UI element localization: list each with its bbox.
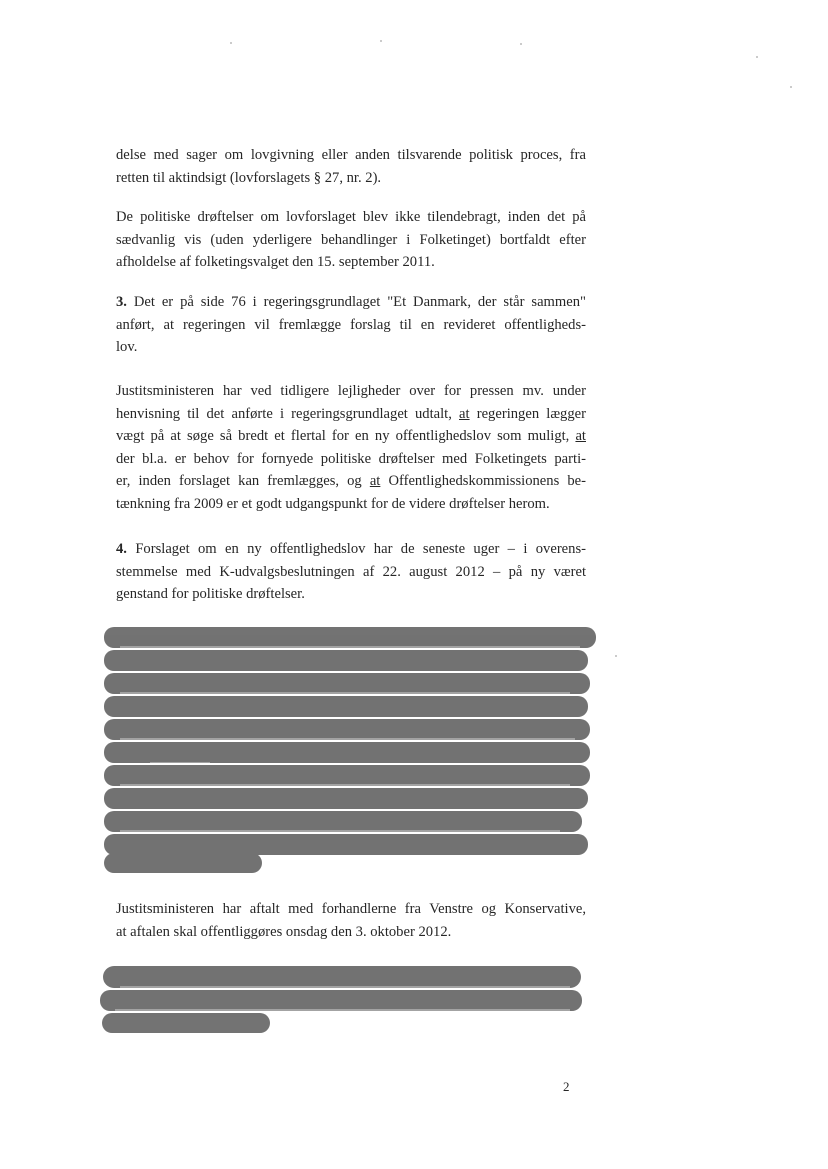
text-line: afholdelse af folketingsvalget den 15. september 2011. bbox=[116, 254, 435, 270]
text-span: regeringen lægger bbox=[469, 405, 586, 422]
text-line: der bl.a. er behov for fornyede politiske drøftelser med Folketingets parti- bbox=[116, 450, 586, 467]
text-line: Justitsministeren har aftalt med forhandlerne fra Venstre og Konservative, bbox=[116, 901, 586, 917]
text-line: stemmelse med K-udvalgsbeslutningen af 22. august 2012 – på ny været bbox=[116, 563, 586, 580]
redaction-bar bbox=[102, 1013, 270, 1033]
scan-speck bbox=[230, 42, 232, 44]
redaction-streak bbox=[120, 986, 570, 988]
text-line: anført, at regeringen vil fremlægge forslag til en revideret offentligheds- bbox=[116, 316, 586, 333]
scan-speck bbox=[615, 655, 617, 657]
text-line: Justitsministeren har ved tidligere lejligheder over for pressen mv. under bbox=[116, 383, 586, 399]
redaction-streak bbox=[115, 1009, 570, 1011]
text-span: Forslaget om en ny offentlighedslov har de seneste uger – i overens- bbox=[135, 541, 586, 557]
text-line: at aftalen skal offentliggøres onsdag den 3. oktober 2012. bbox=[116, 923, 452, 940]
text-line: De politiske drøftelser om lovforslaget blev ikke tilendebragt, inden det på bbox=[116, 209, 586, 225]
underlined-at: at bbox=[459, 405, 470, 422]
text-span: vægt på at søge så bredt et flertal for en ny offentlighedslov som muligt, bbox=[116, 428, 576, 444]
text-line: retten til aktindsigt (lovforslagets § 27, nr. 2). bbox=[116, 169, 382, 186]
text-line: tænkning fra 2009 er et godt udgangspunkt for de videre drøftelser herom. bbox=[116, 495, 550, 512]
text-line: genstand for politiske drøftelser. bbox=[116, 586, 305, 602]
redaction-bar bbox=[100, 990, 582, 1011]
page-number: 2 bbox=[563, 1079, 570, 1094]
underlined-at: at bbox=[575, 428, 586, 444]
scan-speck bbox=[756, 56, 758, 58]
text-span: er, inden forslaget kan fremlægges, og bbox=[116, 473, 370, 489]
section-number: 4. bbox=[116, 541, 127, 557]
text-span: Offentlighedskommissionens be- bbox=[380, 473, 586, 489]
scan-speck bbox=[520, 43, 522, 45]
text-line: sædvanlig vis (uden yderligere behandlinger i Folketinget) bortfaldt efter bbox=[116, 231, 586, 248]
section-number: 3. bbox=[116, 294, 127, 310]
scan-speck bbox=[790, 86, 792, 88]
scan-speck bbox=[380, 40, 382, 42]
text-line: lov. bbox=[116, 339, 138, 355]
text-span: henvisning til det anførte i regeringsgrundlaget udtalt, bbox=[116, 405, 460, 422]
underlined-at: at bbox=[369, 473, 381, 489]
redaction-bar bbox=[103, 966, 581, 988]
text-line: delse med sager om lovgivning eller anden tilsvarende politisk proces, fra bbox=[116, 147, 586, 163]
text-span: Det er på side 76 i regeringsgrundlaget "Et Danmark, der står sammen" bbox=[133, 294, 586, 310]
